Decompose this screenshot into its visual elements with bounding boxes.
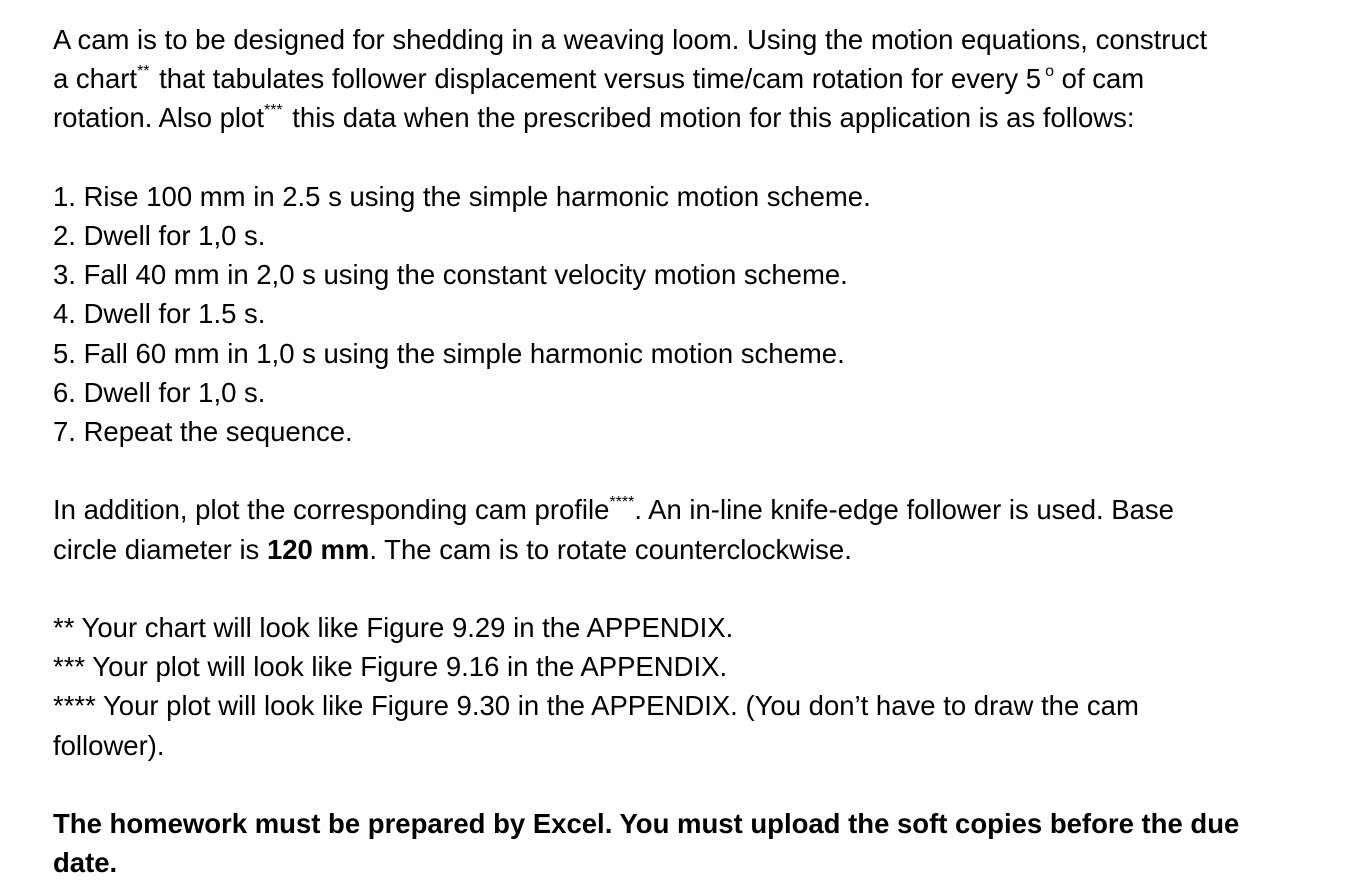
intro-line-3	[53, 98, 1333, 137]
base-circle-diameter: 120 mm	[266, 533, 370, 565]
degree-symbol: o	[1045, 63, 1055, 81]
intro-line-1: A cam is to be designed for shedding in a weaving loom. Using the motion equations, construct	[53, 24, 1208, 55]
intro-paragraph	[53, 20, 1333, 138]
footnote-profile-cont: follower).	[53, 729, 165, 761]
motion-step: 2. Dwell for 1,0 s.	[53, 220, 266, 251]
footnote-profile: **** Your plot will look like Figure 9.30 in the APPENDIX. (You don’t have to draw the cam	[53, 690, 1139, 722]
footnote-marker-profile: ****	[609, 494, 635, 512]
instruction-line-2: date.	[53, 847, 118, 879]
intro-line-2	[53, 59, 1333, 98]
addition-line-2-text-a: circle diameter is	[53, 533, 267, 565]
footnote-marker-plot: ***	[263, 102, 283, 120]
addition-line-2-text-b: . The cam is to rotate counterclockwise.	[369, 533, 852, 565]
footnote-marker-chart: **	[137, 63, 150, 81]
addition-line-2	[53, 530, 1333, 569]
motion-step: 7. Repeat the sequence.	[53, 416, 353, 448]
motion-steps-list	[53, 177, 1333, 451]
motion-step: 4. Dwell for 1.5 s.	[53, 298, 266, 330]
addition-line-1-text-b: . An in-line knife-edge follower is used. Base	[634, 494, 1174, 526]
footnotes	[53, 608, 1333, 765]
addition-line-1	[53, 490, 1333, 529]
footnote-plot: *** Your plot will look like Figure 9.16 in the APPENDIX.	[53, 651, 728, 683]
intro-line-3-text-a: rotation. Also plot	[53, 102, 264, 134]
motion-step: 6. Dwell for 1,0 s.	[53, 376, 266, 408]
intro-line-2-text-c: of cam	[1054, 63, 1145, 95]
addition-line-1-text-a: In addition, plot the corresponding cam profile	[53, 494, 610, 526]
intro-line-2-text-b: that tabulates follower displacement versus time/cam rotation for every 5	[151, 63, 1042, 95]
addition-paragraph	[53, 490, 1333, 568]
instruction-paragraph	[53, 804, 1333, 882]
motion-step: 1. Rise 100 mm in 2.5 s using the simple harmonic motion scheme.	[53, 180, 871, 212]
intro-line-3-text-b: this data when the prescribed motion for this application is as follows:	[284, 102, 1135, 134]
instruction-line-1: The homework must be prepared by Excel. You must upload the soft copies before the due	[53, 808, 1240, 839]
homework-document	[53, 0, 1333, 882]
intro-line-2-text-a: a chart	[53, 63, 138, 95]
motion-step: 5. Fall 60 mm in 1,0 s using the simple harmonic motion scheme.	[53, 337, 845, 369]
footnote-chart: ** Your chart will look like Figure 9.29 in the APPENDIX.	[53, 612, 734, 643]
motion-step: 3. Fall 40 mm in 2,0 s using the constant velocity motion scheme.	[53, 259, 848, 291]
